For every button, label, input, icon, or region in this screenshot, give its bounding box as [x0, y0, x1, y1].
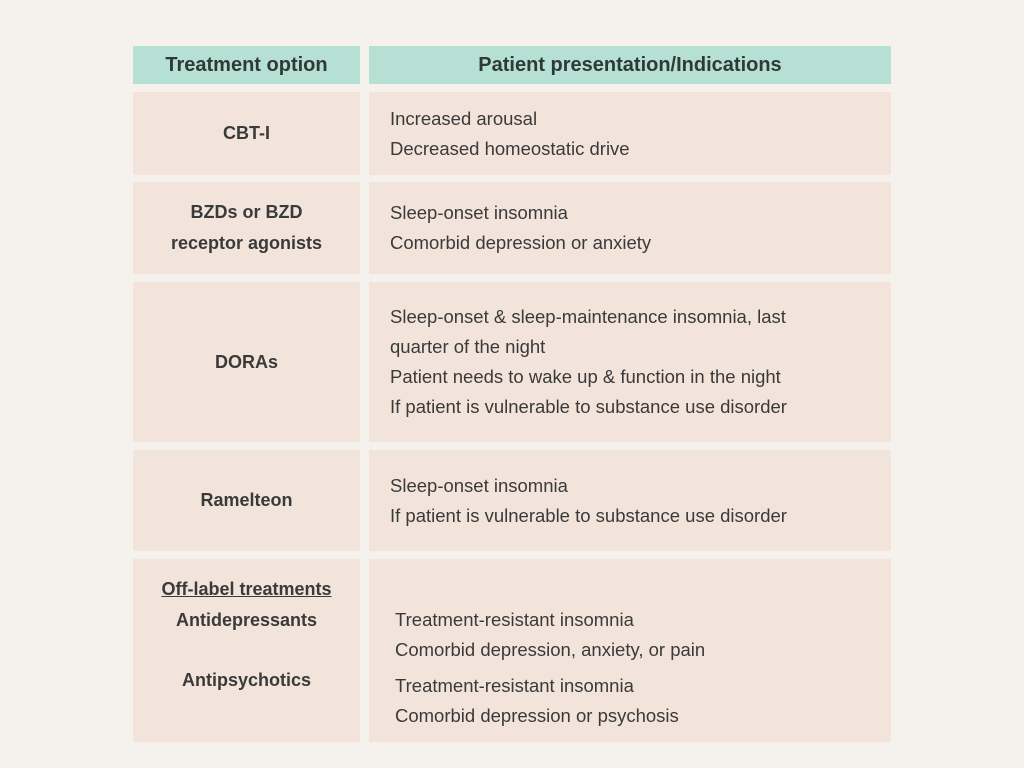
indication-line: Sleep-onset insomnia	[390, 474, 568, 496]
treatment-antidepressants: Antidepressants	[175, 610, 318, 630]
indication-line: If patient is vulnerable to substance use disorder	[390, 396, 787, 417]
treatment-doras	[133, 282, 360, 442]
offlabel-heading: Off-label treatments	[161, 579, 332, 599]
indication-line: Sleep-onset & sleep-maintenance insomnia, last	[390, 306, 786, 327]
treatment-label: Ramelteon	[200, 490, 293, 510]
indication-line: Increased arousal	[390, 107, 538, 129]
indications-ramelteon	[369, 450, 891, 551]
indication-line: Comorbid depression or psychosis	[395, 705, 679, 726]
indication-line: Comorbid depression or anxiety	[390, 232, 652, 253]
indications-doras	[369, 282, 891, 442]
indication-line: quarter of the night	[390, 336, 546, 357]
treatment-label: DORAs	[214, 351, 278, 372]
indications-cbt-i	[369, 92, 891, 175]
indication-line: Sleep-onset insomnia	[390, 202, 568, 223]
treatment-cbt-i	[133, 92, 360, 175]
indications-offlabel	[369, 559, 891, 742]
indication-line: Comorbid depression, anxiety, or pain	[395, 639, 706, 660]
treatment-ramelteon	[133, 450, 360, 551]
treatment-label-line: BZDs or BZD	[190, 202, 303, 222]
treatment-label-line: receptor agonists	[170, 233, 323, 253]
indication-line: Treatment-resistant insomnia	[395, 675, 634, 696]
indication-line: Treatment-resistant insomnia	[395, 609, 634, 630]
treatment-bzds	[133, 182, 360, 274]
treatment-antipsychotics: Antipsychotics	[181, 670, 312, 690]
indications-bzds	[369, 182, 891, 274]
indication-line: Decreased homeostatic drive	[390, 137, 630, 159]
indication-line: Patient needs to wake up & function in the night	[390, 366, 781, 387]
header-treatment-option: Treatment option	[133, 46, 360, 84]
treatment-offlabel	[133, 559, 360, 742]
treatment-label: CBT-I	[223, 123, 270, 143]
indication-line: If patient is vulnerable to substance use disorder	[390, 504, 787, 526]
header-patient-presentation: Patient presentation/Indications	[369, 46, 891, 84]
